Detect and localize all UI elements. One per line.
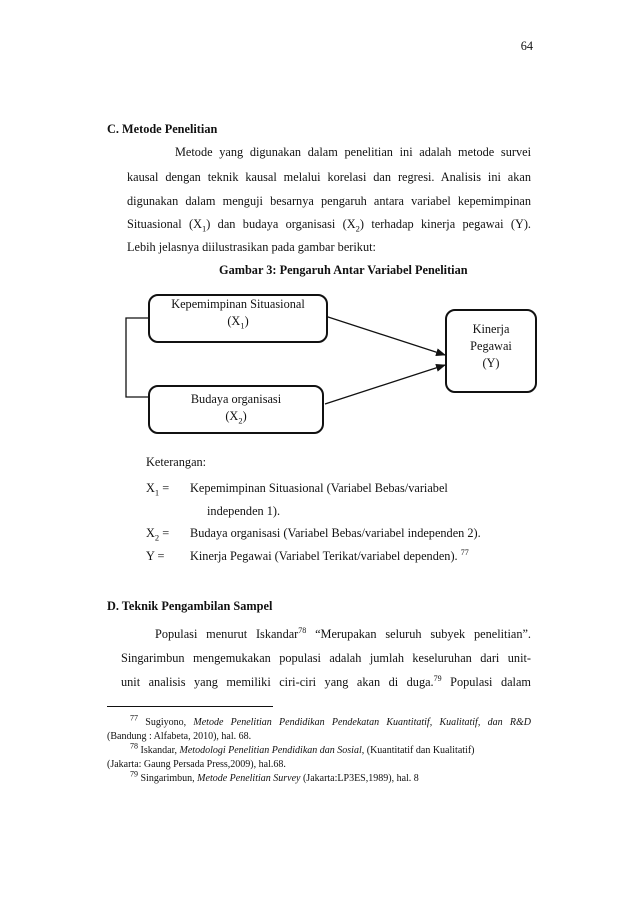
legend-x1-label: $X_1$ = [146,481,170,498]
page-number: 64 [520,39,533,53]
box-budaya: Budaya organisasi $(X_2)$ [148,385,324,434]
paragraph-line: Populasi menurut Iskandar$^{78}$ “Merupakan seluruh subyek penelitian”. [155,625,531,641]
footnote-separator [107,706,273,707]
paragraph-line: Singarimbun mengemukakan populasi adalah jumlah keseluruhan dari unit- [121,651,531,665]
footnote-77: $^{77}$ Sugiyono, Metode Penelitian Pendidikan Pendekatan Kuantitatif, Kualitatif, dan R&D [130,713,531,728]
paragraph-line: Situasional $(X_1)$ dan budaya organisasi $(X_2)$ terhadap kinerja pegawai (Y). [127,217,531,234]
arrow-x2-to-y [325,365,445,404]
box-kepemimpinan: Kepemimpinan Situasional $(X_1)$ [148,294,328,343]
footnote-78: $^{78}$ Iskandar, Metodologi Penelitian Pendidikan dan Sosial, (Kuantitatif dan Kualitatif) [130,741,475,756]
legend-x2-label: $X_2$ = [146,526,170,543]
footnote-77-cont: (Bandung : Alfabeta, 2010), hal. 68. [107,731,252,742]
box-kinerja: Kinerja Pegawai (Y) [445,309,537,393]
paragraph-line: unit analisis yang memiliki ciri-ciri yang akan di duga.$^{79}$ Populasi dalam [121,673,531,689]
arrow-x1-to-y [325,316,445,355]
keterangan-title: Keterangan: [146,455,207,469]
paragraph-line: kausal dengan teknik kausal melalui korelasi dan regresi. Analisis ini akan [127,170,531,184]
legend-x2-desc: Budaya organisasi (Variabel Bebas/variabel independen 2). [190,526,481,540]
footnote-79: $^{79}$ Singarimbun, Metode Penelitian Survey (Jakarta:LP3ES,1989), hal. 8 [130,769,419,784]
paragraph-line: digunakan dalam menguji besarnya pengaruh antara variabel kepemimpinan [127,194,531,208]
section-c-heading: C. Metode Penelitian [107,122,218,136]
paragraph-line: Metode yang digunakan dalam penelitian ini adalah metode survei [175,145,531,159]
correlation-connector [126,318,150,397]
legend-x1-desc-cont: independen 1). [207,504,281,518]
footnote-78-cont: (Jakarta: Gaung Persada Press,2009), hal.68. [107,759,286,770]
figure-title: Gambar 3: Pengaruh Antar Variabel Penelitian [219,263,468,277]
legend-x1-desc: Kepemimpinan Situasional (Variabel Bebas/variabel [190,481,448,495]
legend-y-label: Y = [146,549,165,563]
legend-y-desc: Kinerja Pegawai (Variabel Terikat/variabel dependen). $^{77}$ [190,547,469,563]
paragraph-line: Lebih jelasnya diilustrasikan pada gambar berikut: [127,240,376,254]
section-d-heading: D. Teknik Pengambilan Sampel [107,599,273,613]
